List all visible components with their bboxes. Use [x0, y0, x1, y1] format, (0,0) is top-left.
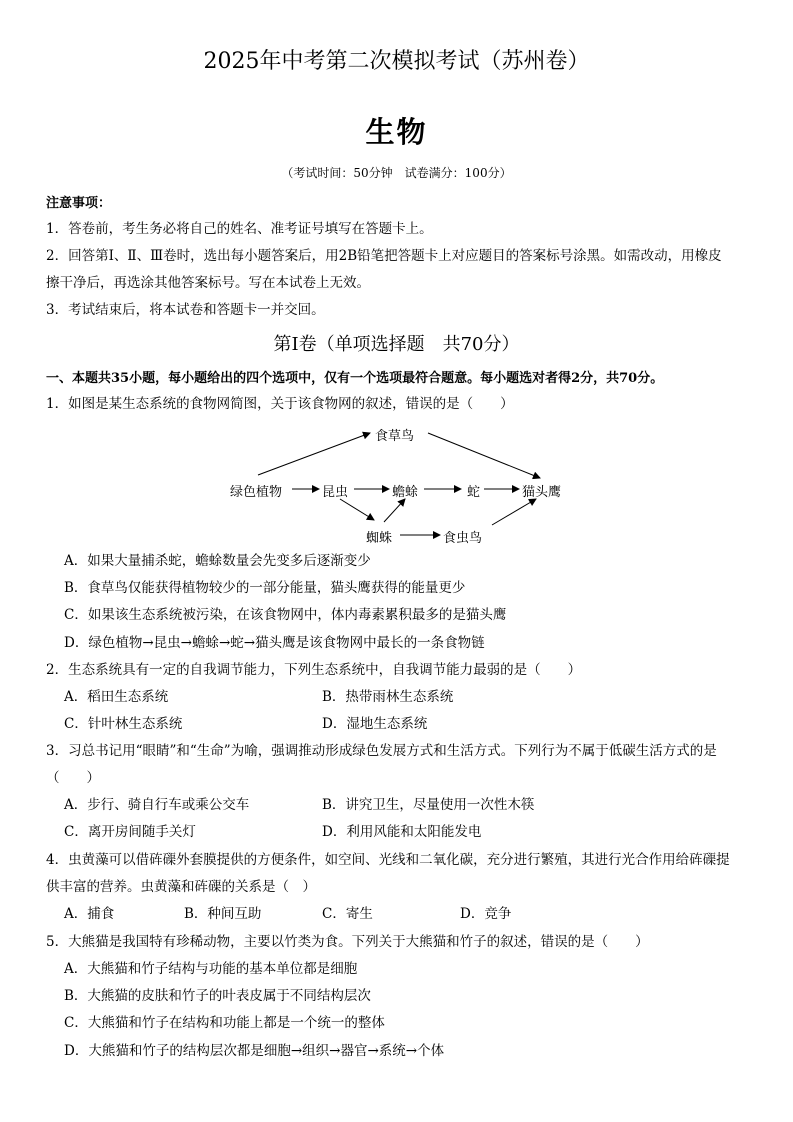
- option: D．湿地生态系统: [322, 716, 428, 732]
- exam-meta: （考试时间：50分钟 试卷满分：100分）: [281, 166, 512, 180]
- node-insect: 昆虫: [322, 485, 349, 500]
- option: D．绿色植物→昆虫→蟾蜍→蛇→猫头鹰是该食物网中最长的一条食物链: [64, 635, 485, 651]
- question-stem: 供丰富的营养。虫黄藻和砗磲的关系是（ ）: [46, 879, 316, 895]
- option: C．如果该生态系统被污染，在该食物网中，体内毒素累积最多的是猫头鹰: [64, 607, 507, 623]
- node-grass-bird: 食草鸟: [375, 429, 415, 444]
- notice-item: 擦干净后，再选涂其他答案标号。写在本试卷上无效。: [46, 275, 370, 291]
- option: A．如果大量捕杀蛇，蟾蜍数量会先变多后逐渐变少: [64, 553, 371, 569]
- option: B．食草鸟仅能获得植物较少的一部分能量，猫头鹰获得的能量更少: [64, 580, 466, 596]
- notice-item: 2．回答第Ⅰ、Ⅱ、Ⅲ卷时，选出每小题答案后，用2B铅笔把答题卡上对应题目的答案标号涂黑。如需改动，用橡皮: [46, 248, 722, 264]
- option: D．竞争: [460, 906, 512, 922]
- arrow-insect-to-spider: [340, 499, 374, 520]
- node-toad: 蟾蜍: [392, 485, 419, 500]
- node-owl: 猫头鹰: [522, 485, 562, 500]
- subject-title: 生物: [365, 115, 428, 149]
- question-stem: 1．如图是某生态系统的食物网简图，关于该食物网的叙述，错误的是（ ）: [46, 396, 514, 412]
- question-stem: 3．习总书记用“眼睛”和“生命”为喻，强调推动形成绿色发展方式和生活方式。下列行为不属于低碳生活方式的是: [46, 743, 717, 759]
- option: A．步行、骑自行车或乘公交车: [64, 797, 250, 813]
- node-spider: 蜘蛛: [366, 531, 393, 546]
- volume-title: 第Ⅰ卷（单项选择题 共70分）: [273, 334, 520, 355]
- node-green-plant: 绿色植物: [230, 485, 283, 500]
- arrow-insectbird-to-owl: [492, 499, 536, 525]
- question-stem: 5．大熊猫是我国特有珍稀动物，主要以竹类为食。下列关于大熊猫和竹子的叙述，错误的是（ ）: [46, 934, 649, 950]
- arrow-grassbird-to-owl: [428, 433, 540, 478]
- arrow-plant-to-grassbird: [258, 433, 370, 475]
- section-instruction: 一、本题共35小题，每小题给出的四个选项中，仅有一个选项最符合题意。每小题选对者得2分，共70分。: [46, 371, 664, 386]
- option: C．寄生: [322, 906, 373, 922]
- option: B．热带雨林生态系统: [322, 689, 454, 705]
- notice-heading: 注意事项：: [46, 196, 112, 211]
- food-web-arrows: [0, 0, 793, 560]
- option: D．大熊猫和竹子的结构层次都是细胞→组织→器官→系统→个体: [64, 1043, 445, 1059]
- arrow-spider-to-toad: [384, 499, 405, 522]
- option: A．捕食: [64, 906, 115, 922]
- question-stem: 4．虫黄藻可以借砗磲外套膜提供的方便条件，如空间、光线和二氧化碳，充分进行繁殖，其进行光合作用给砗磲提: [46, 852, 730, 868]
- question-stem: （ ）: [46, 770, 100, 786]
- notice-item: 3．考试结束后，将本试卷和答题卡一并交回。: [46, 302, 325, 318]
- option: C．大熊猫和竹子在结构和功能上都是一个统一的整体: [64, 1015, 385, 1031]
- option: C．针叶林生态系统: [64, 716, 183, 732]
- option: B．大熊猫的皮肤和竹子的叶表皮属于不同结构层次: [64, 988, 371, 1004]
- exam-title: 2025年中考第二次模拟考试（苏州卷）: [203, 49, 590, 74]
- option: D．利用风能和太阳能发电: [322, 824, 482, 840]
- notice-item: 1．答卷前，考生务必将自己的姓名、准考证号填写在答题卡上。: [46, 221, 433, 237]
- question-stem: 2．生态系统具有一定的自我调节能力，下列生态系统中，自我调节能力最弱的是（ ）: [46, 662, 582, 678]
- node-snake: 蛇: [467, 485, 481, 500]
- option: A．大熊猫和竹子结构与功能的基本单位都是细胞: [64, 961, 358, 977]
- option: A．稻田生态系统: [64, 689, 169, 705]
- option: B．讲究卫生，尽量使用一次性木筷: [322, 797, 535, 813]
- node-insect-bird: 食虫鸟: [443, 531, 483, 546]
- option: C．离开房间随手关灯: [64, 824, 196, 840]
- option: B．种间互助: [184, 906, 262, 922]
